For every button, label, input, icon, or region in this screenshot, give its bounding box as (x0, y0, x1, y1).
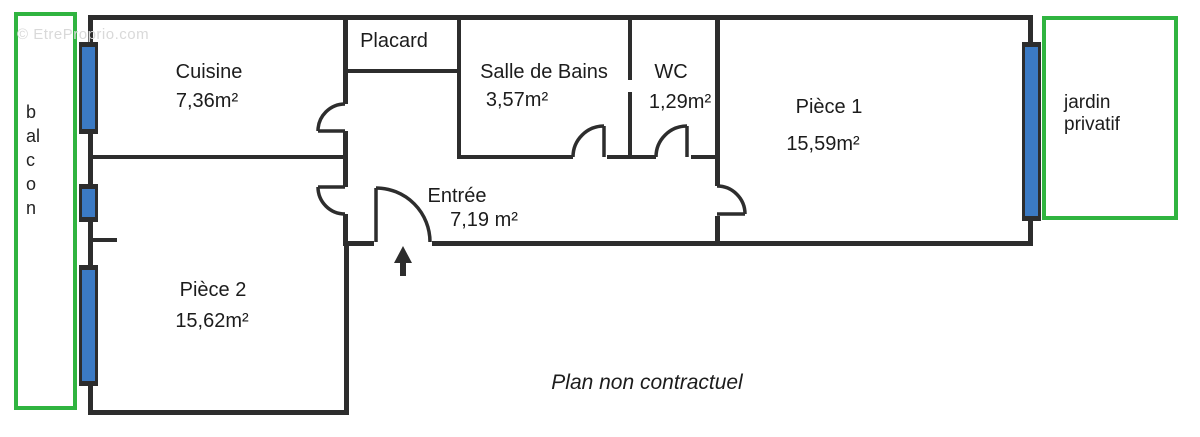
window-piece1-glass (1025, 47, 1038, 216)
wall-wc-bottom-right (691, 155, 717, 159)
room-area-salle-de-bains: 3,57m² (485, 89, 549, 111)
wall-piece1-left-lower (715, 216, 720, 246)
wall-cuisine-piece2-divider (88, 155, 346, 159)
wall-piece2-right (344, 241, 349, 415)
wall-piece1-left-upper (715, 15, 720, 186)
door-arc-salle-de-bains (573, 126, 604, 157)
wall-placard-bottom (345, 69, 461, 73)
room-area-piece2: 15,62m² (175, 310, 249, 332)
wall-sdb-wc-bottom-mid (607, 155, 656, 159)
room-label-placard: Placard (360, 30, 428, 52)
room-label-wc: WC (654, 61, 688, 83)
wall-sdb-wc-lower (628, 92, 632, 159)
room-area-wc: 1,29m² (648, 91, 712, 113)
wall-cuisine-entree-lower (343, 214, 348, 246)
window-cuisine-glass (82, 47, 95, 129)
room-label-entree: Entrée (427, 185, 487, 207)
entrance-arrow-icon (394, 246, 412, 276)
wall-cuisine-entree-mid (343, 131, 348, 187)
wall-bottom-main (432, 241, 1033, 246)
room-area-piece1: 15,59m² (786, 133, 860, 155)
door-arc-cuisine (318, 104, 345, 131)
wall-piece2-bottom (88, 410, 349, 415)
wall-cuisine-entree-upper (343, 15, 348, 104)
balcony-outline (14, 12, 77, 410)
window-small-left-glass (82, 189, 95, 217)
wall-sdb-wc-upper (628, 15, 632, 80)
window-piece2-glass (82, 270, 95, 381)
room-label-piece1: Pièce 1 (795, 96, 863, 118)
door-arc-entrance (376, 188, 430, 242)
wall-sdb-bottom-left (461, 155, 573, 159)
door-arc-piece1 (717, 186, 745, 214)
balcony-label: balcon (26, 102, 41, 218)
wall-sdb-left (457, 15, 461, 159)
door-arc-piece2 (318, 187, 345, 214)
wall-bottom-entrance-left (345, 241, 374, 246)
wall-piece2-stub (88, 238, 117, 242)
room-area-cuisine: 7,36m² (175, 90, 239, 112)
room-label-cuisine: Cuisine (175, 61, 243, 83)
room-label-piece2: Pièce 2 (179, 279, 247, 301)
disclaimer-text: Plan non contractuel (551, 371, 743, 394)
wall-top (88, 15, 1033, 20)
watermark-text: © EtreProprio.com (17, 26, 150, 43)
door-arc-wc (656, 126, 687, 157)
room-label-salle-de-bains: Salle de Bains (480, 61, 608, 83)
room-area-entree: 7,19 m² (450, 209, 518, 231)
garden-label: jardin privatif (1064, 92, 1120, 135)
